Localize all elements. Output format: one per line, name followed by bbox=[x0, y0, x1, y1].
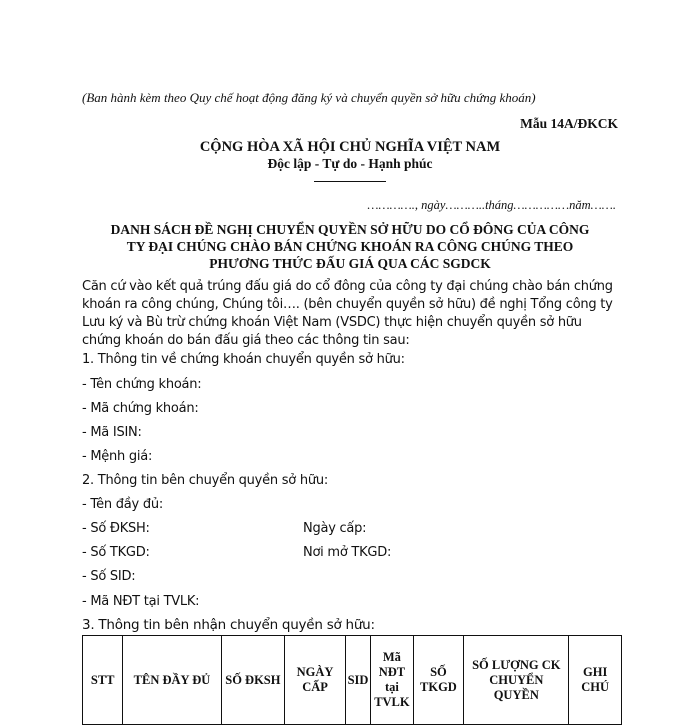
table-header-row bbox=[83, 636, 622, 725]
transferee-table bbox=[82, 635, 622, 725]
intro-paragraph: Căn cứ vào kết quả trúng đấu giá do cổ đông của công ty đại chúng chào bán chứng khoán ra công chúng, Chúng tôi…. (bên chuyển quyền sở hữu) đề nghị Tổng công ty Lưu ký và Bù trừ chứng khoán Việt Nam (VSDC) thực hiện chuyển quyền sở hữu chứng khoán do bán đấu giá theo các thông tin sau: bbox=[82, 279, 613, 348]
field-tkgd-place: Nơi mở TKGD: bbox=[303, 545, 392, 560]
field-security-code: - Mã chứng khoán: bbox=[82, 401, 199, 416]
title-line-3: PHƯƠNG THỨC ĐẤU GIÁ QUA CÁC SGDCK bbox=[209, 256, 491, 271]
section-3-heading: 3. Thông tin bên nhận chuyển quyền sở hữu: bbox=[82, 617, 375, 633]
motto-underline bbox=[314, 181, 386, 182]
field-sid: - Số SID: bbox=[82, 569, 136, 584]
field-security-name: - Tên chứng khoán: bbox=[82, 377, 202, 392]
field-tkgd: - Số TKGD: bbox=[82, 545, 150, 560]
field-par-value: - Mệnh giá: bbox=[82, 449, 153, 464]
col-header-ndt: Mã NĐT tại TVLK bbox=[371, 636, 413, 725]
document-title bbox=[0, 221, 700, 272]
title-line-1: DANH SÁCH ĐỀ NGHỊ CHUYỂN QUYỀN SỞ HỮU DO CỔ ĐÔNG CỦA CÔNG bbox=[110, 222, 590, 237]
field-issue-date: Ngày cấp: bbox=[303, 521, 367, 536]
field-isin: - Mã ISIN: bbox=[82, 425, 142, 440]
field-ndt-code: - Mã NĐT tại TVLK: bbox=[82, 594, 200, 609]
col-header-stt: STT bbox=[83, 636, 123, 725]
col-header-dksh: SỐ ĐKSH bbox=[221, 636, 285, 725]
col-header-tkgd: SỐ TKGD bbox=[413, 636, 464, 725]
col-header-quantity: SỐ LƯỢNG CK CHUYỂN QUYỀN bbox=[464, 636, 569, 725]
national-title: CỘNG HÒA XÃ HỘI CHỦ NGHĨA VIỆT NAM bbox=[199, 139, 501, 155]
section-2-heading: 2. Thông tin bên chuyển quyền sở hữu: bbox=[82, 473, 328, 488]
col-header-issue-date: NGÀY CẤP bbox=[285, 636, 346, 725]
regulation-subtitle: (Ban hành kèm theo Quy chế hoạt động đăng ký và chuyển quyền sở hữu chứng khoán) bbox=[82, 90, 536, 105]
col-header-sid: SID bbox=[345, 636, 370, 725]
title-line-2: TY ĐẠI CHÚNG CHÀO BÁN CHỨNG KHOÁN RA CÔNG CHÚNG THEO bbox=[126, 239, 574, 254]
col-header-note: GHI CHÚ bbox=[569, 636, 622, 725]
section-1-heading: 1. Thông tin về chứng khoán chuyển quyền sở hữu: bbox=[82, 352, 405, 367]
form-code: Mẫu 14A/ĐKCK bbox=[520, 116, 618, 131]
col-header-name: TÊN ĐẦY ĐỦ bbox=[123, 636, 221, 725]
field-transferor-name: - Tên đầy đủ: bbox=[82, 497, 163, 512]
date-line: …………., ngày………..tháng……………năm……. bbox=[367, 198, 616, 212]
field-dksh: - Số ĐKSH: bbox=[82, 521, 150, 536]
national-motto: Độc lập - Tự do - Hạnh phúc bbox=[267, 156, 433, 171]
